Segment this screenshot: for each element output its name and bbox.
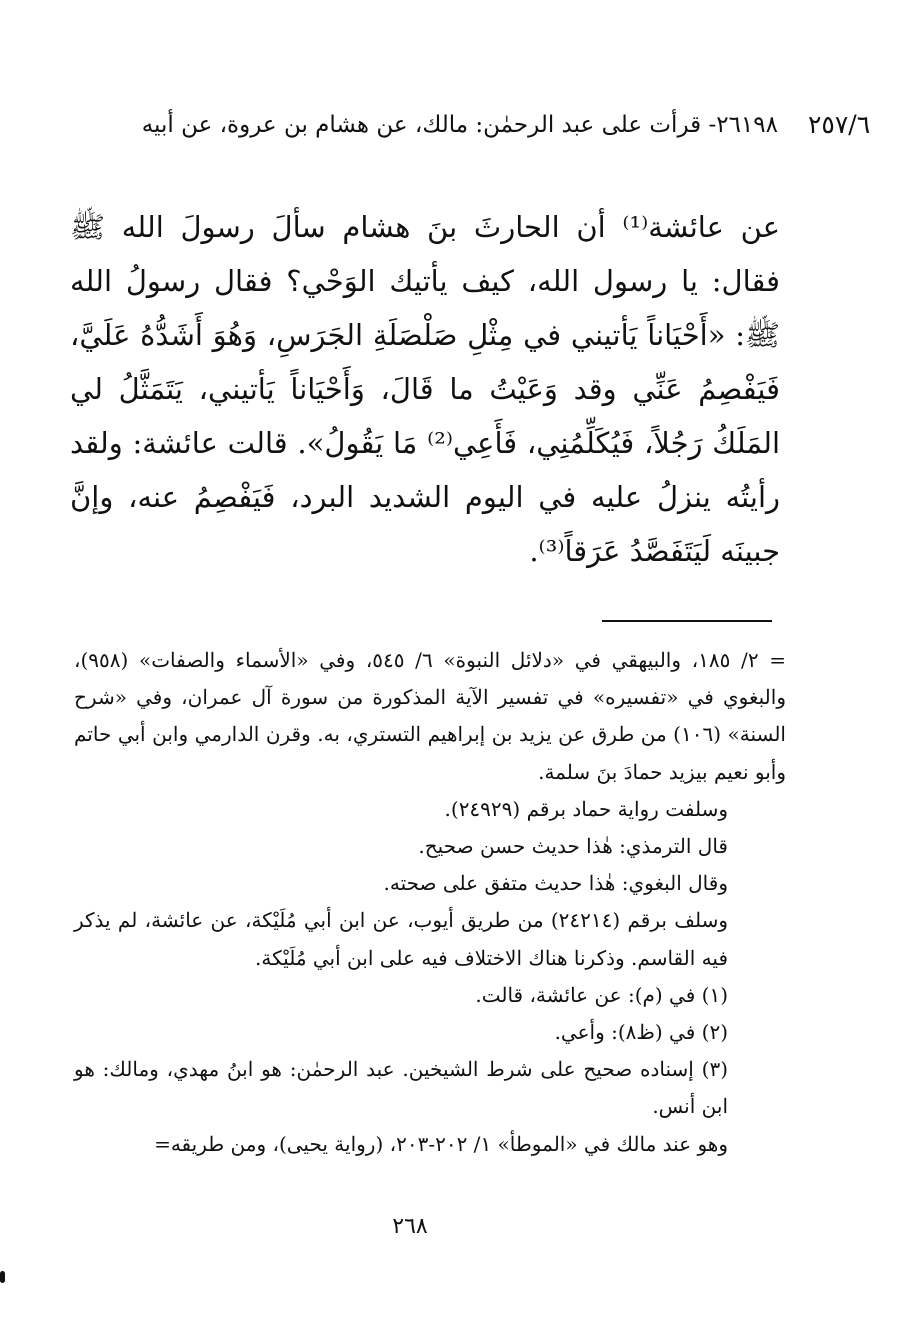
- footnote-separator: [602, 620, 772, 622]
- page-number: ٢٦٨: [392, 1214, 428, 1239]
- footnote-3: (٣) إسناده صحيح على شرط الشيخين. عبد الرحمٰن: هو ابنُ مهدي، ومالك: هو ابن أنس.: [74, 1057, 728, 1119]
- footnote-1: (١) في (م): عن عائشة، قالت.: [475, 982, 728, 1007]
- scan-mark: [0, 1271, 5, 1283]
- footnote-paragraph: وهو عند مالك في «الموطأ» ١/ ٢٠٢-٢٠٣، (رواية يحيى)، ومن طريقه=: [154, 1131, 728, 1156]
- hadith-heading: ٢٦١٩٨- قرأت على عبد الرحمٰن: مالك، عن هشام بن عروة، عن أبيه: [141, 112, 778, 138]
- hadith-text: عن عائشة⁽¹⁾ أن الحارثَ بنَ هشام سألَ رسولَ الله ﷺ فقال: يا رسول الله، كيف يأتيك الوَحْي؟ فقال رسولُ الله ﷺ: «أَحْيَاناً يَأتيني في مِثْلِ صَلْصَلَةِ الجَرَسِ، وَهُوَ أَشَدُّهُ عَلَيَّ، فَيَفْصِمُ عَنِّي وقد وَعَيْتُ ما قَالَ، وَأَحْيَاناً يَأتيني، يَتَمَثَّلُ لي المَلَكُ رَجُلاً، فَيُكَلِّمُنِي، فَأَعِي⁽²⁾ مَا يَقُولُ». قالت عائشة: ولقد رأيتُه ينزلُ عليه في اليوم الشديد البرد، فَيَفْصِمُ عنه، وإنَّ جبينَه لَيَتَفَصَّدُ عَرَقاً⁽³⁾.: [70, 210, 780, 568]
- footnote-paragraph: وقال البغوي: هٰذا حديث متفق على صحته.: [383, 871, 728, 896]
- footnote-paragraph: وسلفت رواية حماد برقم (٢٤٩٢٩).: [444, 796, 728, 821]
- footnote-paragraph: وسلف برقم (٢٤٢١٤) من طريق أيوب، عن ابن أبي مُلَيْكة، عن عائشة، لم يذكر فيه القاسم. وذكرنا هناك الاختلاف فيه على ابن أبي مُلَيْكة.: [74, 908, 729, 970]
- footnote-paragraph: قال الترمذي: هٰذا حديث حسن صحيح.: [418, 834, 728, 859]
- footnote-continuation: = ٢/ ١٨٥، والبيهقي في «دلائل النبوة» ٦/ ٥٤٥، وفي «الأسماء والصفات» (٩٥٨)، والبغوي في «تفسيره» في تفسير الآية المذكورة من سورة آل عمران، وفي «شرح السنة» (١٠٦) من طرق عن يزيد بن إبراهيم التستري، به. وقرن الدارمي وابن أبي حاتم وأبو نعيم بيزيد حمادَ بنَ سلمة.: [74, 648, 786, 784]
- footnote-2: (٢) في (ظ٨): وأعي.: [554, 1020, 728, 1045]
- footnotes: [74, 642, 786, 1163]
- volume-page-reference: ٢٥٧/٦: [808, 110, 871, 139]
